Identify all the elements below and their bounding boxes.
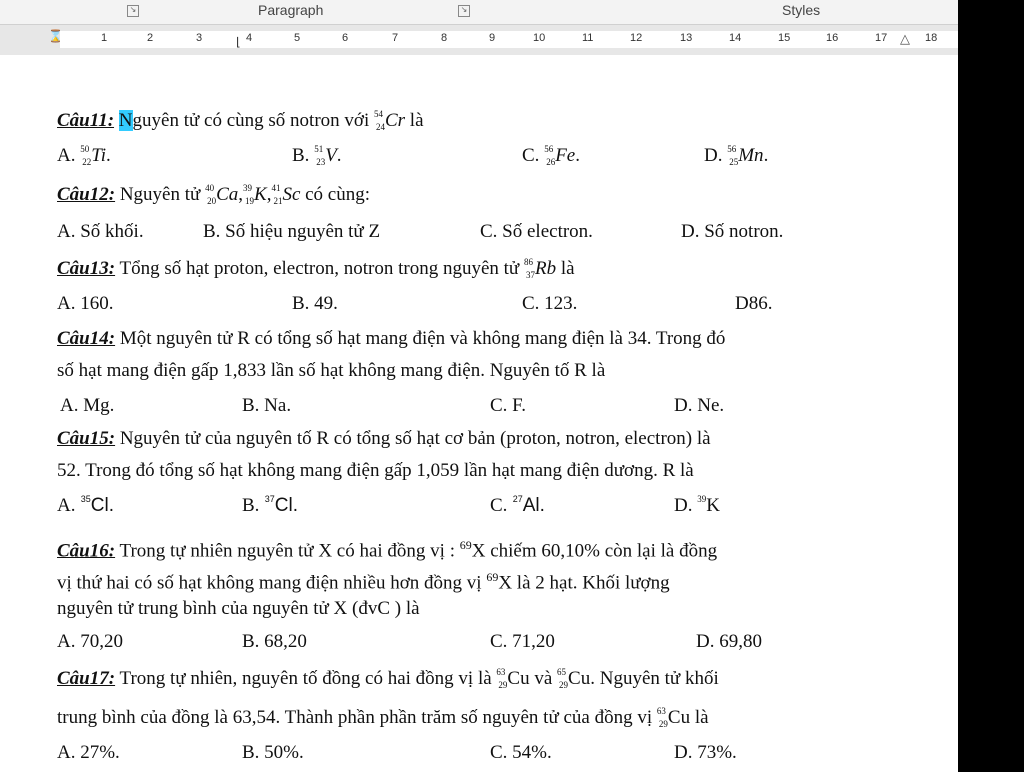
document-page[interactable] (0, 55, 958, 772)
question-label: Câu16: (57, 540, 116, 562)
question-14 (57, 327, 725, 351)
isotope: $^{54}_{24}$Cr (373, 109, 406, 132)
question-13 (57, 257, 575, 283)
ruler-number: 15 (778, 32, 791, 44)
mass-number: 69 (486, 570, 499, 584)
ruler-number: 10 (533, 32, 546, 44)
question-label: Câu17: (57, 668, 116, 689)
option-b: B. Na. (242, 395, 292, 416)
option-c: C. F. (490, 395, 526, 416)
first-line-indent-marker-icon[interactable]: ⌛ (48, 29, 63, 43)
ribbon-group-paragraph: Paragraph (258, 2, 324, 18)
question-text: là (409, 110, 424, 131)
ruler-number: 11 (582, 32, 594, 44)
question-15 (57, 427, 711, 451)
option-a: A. Mg. (60, 395, 115, 416)
question-label: Câu14: (57, 328, 116, 349)
question-text: vị thứ hai có số hạt không mang điện nhiều hơn đồng vị (57, 572, 482, 594)
text-cursor-highlight[interactable]: N (118, 110, 133, 131)
ruler-track (60, 31, 958, 48)
ruler-number: 18 (925, 32, 938, 44)
question-text: Tổng số hạt proton, electron, notron trong nguyên tử (119, 258, 520, 279)
option-b: B. Số hiệu nguyên tử Z (203, 221, 381, 242)
question-text: guyên tử có cùng số notron với (132, 110, 370, 131)
isotope: $^{63}_{29}$Cu (656, 706, 691, 729)
option-a: A. $^{50}_{22}$Ti. (57, 144, 111, 167)
ruler-number: 3 (196, 32, 203, 44)
option-b: B. $^{37}$Cl. (242, 494, 298, 516)
ruler-number: 13 (680, 32, 693, 44)
question-text: số hạt mang điện gấp 1,833 lần số hạt không mang điện. Nguyên tố R là (57, 360, 606, 381)
question-text: Trong tự nhiên nguyên tử X có hai đồng vị : (119, 540, 455, 562)
question-text: . Nguyên tử khối (590, 668, 719, 689)
option-c: C. $^{27}$Al. (490, 494, 545, 516)
ruler-number: 7 (392, 32, 399, 44)
option-b: B. 49. (292, 293, 338, 314)
option-a: A. $^{35}$Cl. (57, 494, 115, 516)
question-16-line-2 (57, 565, 670, 595)
ruler-number: 12 (630, 32, 643, 44)
question-text: Trong tự nhiên, nguyên tố đồng có hai đồng vị là (119, 668, 492, 689)
option-c: C. Số electron. (480, 221, 593, 242)
ruler-number: 17 (875, 32, 888, 44)
question-16 (57, 533, 717, 563)
option-d: D. $^{39}$K (674, 494, 720, 516)
ruler-number: 9 (489, 32, 496, 44)
question-11 (57, 109, 424, 135)
option-c: C. 123. (522, 293, 578, 314)
option-d: D86. (735, 293, 773, 314)
question-text: Nguyên tử (119, 184, 201, 205)
ribbon-bar (0, 0, 958, 25)
option-b: B. $^{51}_{23}$V. (292, 144, 342, 167)
option-d: D. Số notron. (681, 221, 784, 242)
mass-number: 69 (459, 538, 472, 552)
tab-stop-icon[interactable]: ⌊ (236, 35, 241, 49)
option-c: C. 71,20 (490, 631, 555, 652)
question-text: có cùng: (305, 184, 371, 205)
ruler-number: 14 (729, 32, 742, 44)
option-d: D. $^{56}_{25}$Mn. (704, 144, 769, 167)
question-17-line-2 (57, 706, 709, 732)
question-text: và (534, 668, 553, 689)
question-text: Nguyên tử của nguyên tố R có tổng số hạt cơ bản (proton, notron, electron) là (119, 428, 711, 449)
question-label: Câu15: (57, 428, 116, 449)
question-text: Một nguyên tử R có tổng số hạt mang điện và không mang điện là 34. Trong đó (119, 328, 726, 349)
ruler-number: 4 (246, 32, 253, 44)
window-background (958, 0, 1024, 772)
ruler-number: 5 (294, 32, 301, 44)
question-text: X chiếm 60,10% còn lại là đồng (471, 540, 718, 562)
option-c: C. $^{56}_{26}$Fe. (522, 144, 580, 167)
option-a: A. Số khối. (57, 221, 144, 242)
question-text: nguyên tử trung bình của nguyên tử X (đvC ) là (57, 598, 420, 619)
question-text: trung bình của đồng là 63,54. Thành phần phần trăm số nguyên tử của đồng vị (57, 707, 653, 728)
isotope: $^{41}_{21}$Sc (271, 183, 301, 206)
ruler-number: 8 (441, 32, 448, 44)
isotope: $^{63}_{29}$Cu (496, 667, 530, 690)
horizontal-ruler[interactable] (0, 25, 958, 55)
font-dialog-launcher-icon[interactable]: ↘ (127, 5, 139, 17)
option-a: A. 70,20 (57, 631, 123, 652)
ribbon-group-styles: Styles (782, 2, 821, 18)
paragraph-dialog-launcher-icon[interactable]: ↘ (458, 5, 470, 17)
question-label: Câu12: (57, 184, 116, 205)
ruler-number: 16 (826, 32, 839, 44)
option-b: B. 50%. (242, 742, 304, 763)
ruler-number: 1 (101, 32, 108, 44)
question-text: là (560, 258, 575, 279)
ruler-number: 2 (147, 32, 154, 44)
isotope: $^{40}_{20}$Ca (205, 183, 239, 206)
option-d: D. 69,80 (696, 631, 762, 652)
question-text: 52. Trong đó tổng số hạt không mang điện gấp 1,059 lần hạt mang điện dương. R là (57, 460, 694, 481)
question-label: Câu11: (57, 110, 115, 131)
question-12: Câu12: Nguyên tử $^{40}_{20}$Ca,$^{39}_{19}$K,$^{41}_{21}$Sc có cùng: (57, 183, 370, 209)
ruler-number: 6 (342, 32, 349, 44)
option-d: D. Ne. (674, 395, 725, 416)
question-text: là (694, 707, 709, 728)
option-b: B. 68,20 (242, 631, 307, 652)
question-label: Câu13: (57, 258, 116, 279)
isotope: $^{86}_{37}$Rb (523, 257, 557, 280)
isotope: $^{65}_{29}$Cu (557, 667, 591, 690)
right-indent-marker-icon[interactable]: △ (900, 31, 910, 46)
option-c: C. 54%. (490, 742, 552, 763)
question-17 (57, 667, 719, 693)
question-text: X là 2 hạt. Khối lượng (498, 572, 670, 594)
option-a: A. 160. (57, 293, 114, 314)
option-a: A. 27%. (57, 742, 120, 763)
isotope: $^{39}_{19}$K (243, 183, 267, 206)
option-d: D. 73%. (674, 742, 737, 763)
